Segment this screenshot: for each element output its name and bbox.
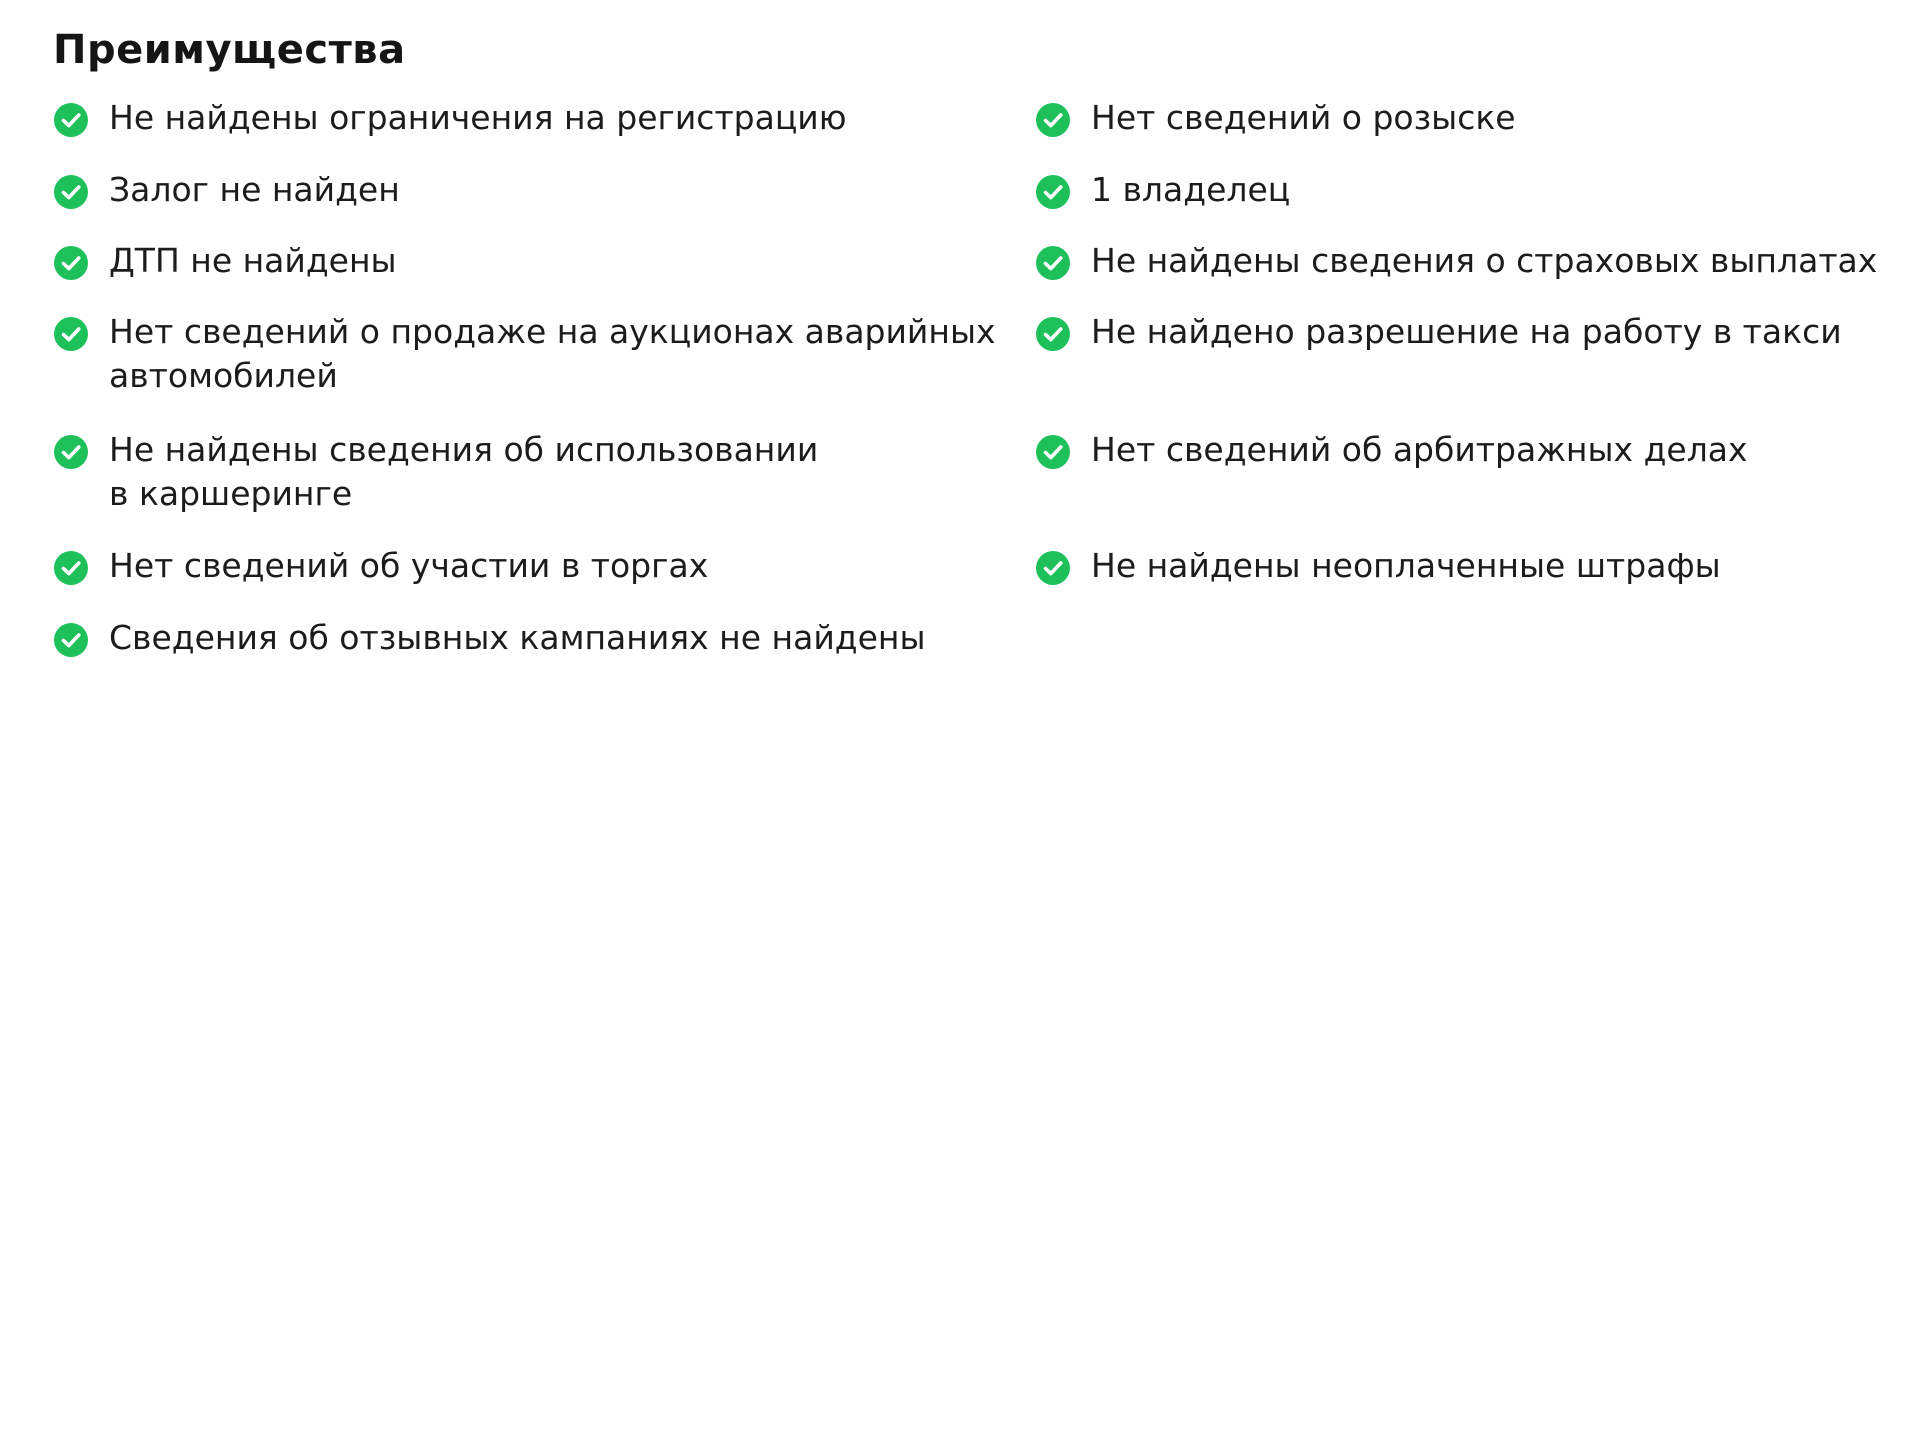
advantage-text: автомобилей bbox=[109, 356, 338, 395]
check-circle-icon bbox=[1035, 245, 1071, 281]
check-circle-icon bbox=[1035, 550, 1071, 586]
check-circle-icon bbox=[53, 245, 89, 281]
advantage-text: Нет сведений об арбитражных делах bbox=[1091, 430, 1748, 469]
check-circle-icon bbox=[53, 174, 89, 210]
advantage-item bbox=[1035, 310, 1842, 354]
check-circle-icon bbox=[53, 102, 89, 138]
advantage-item bbox=[1035, 96, 1516, 140]
check-circle-icon bbox=[53, 622, 89, 658]
advantage-text: ДТП не найдены bbox=[109, 241, 397, 280]
check-circle-icon bbox=[53, 316, 89, 352]
advantage-item bbox=[53, 310, 996, 398]
advantage-text: Не найдены ограничения на регистрацию bbox=[109, 98, 847, 137]
advantage-item bbox=[53, 96, 847, 140]
advantage-item bbox=[53, 239, 397, 283]
advantage-text: Нет сведений о розыске bbox=[1091, 98, 1516, 137]
check-circle-icon bbox=[53, 550, 89, 586]
advantage-text: Не найдены сведения об использовании bbox=[109, 430, 819, 469]
advantage-item bbox=[53, 616, 926, 660]
advantage-item bbox=[1035, 544, 1721, 588]
advantage-text: Сведения об отзывных кампаниях не найдены bbox=[109, 618, 926, 657]
advantage-item bbox=[1035, 428, 1748, 472]
advantage-text: Не найдено разрешение на работу в такси bbox=[1091, 312, 1842, 351]
check-circle-icon bbox=[1035, 102, 1071, 138]
advantage-text: Залог не найден bbox=[109, 170, 400, 209]
advantage-item bbox=[53, 544, 708, 588]
advantage-text: Нет сведений об участии в торгах bbox=[109, 546, 709, 585]
advantages-panel bbox=[53, 22, 1893, 657]
advantage-item bbox=[53, 168, 400, 212]
check-circle-icon bbox=[53, 434, 89, 470]
advantage-text: в каршеринге bbox=[109, 474, 353, 513]
check-circle-icon bbox=[1035, 434, 1071, 470]
advantage-item bbox=[53, 428, 818, 516]
advantage-item bbox=[1035, 239, 1877, 283]
check-circle-icon bbox=[1035, 316, 1071, 352]
advantage-text: 1 владелец bbox=[1091, 170, 1291, 209]
advantage-text: Не найдены сведения о страховых выплатах bbox=[1091, 241, 1878, 280]
section-title: Преимущества bbox=[53, 27, 406, 73]
advantage-text: Не найдены неоплаченные штрафы bbox=[1091, 546, 1721, 585]
check-circle-icon bbox=[1035, 174, 1071, 210]
advantage-text: Нет сведений о продаже на аукционах аварийных bbox=[109, 312, 996, 351]
advantage-item bbox=[1035, 168, 1290, 212]
